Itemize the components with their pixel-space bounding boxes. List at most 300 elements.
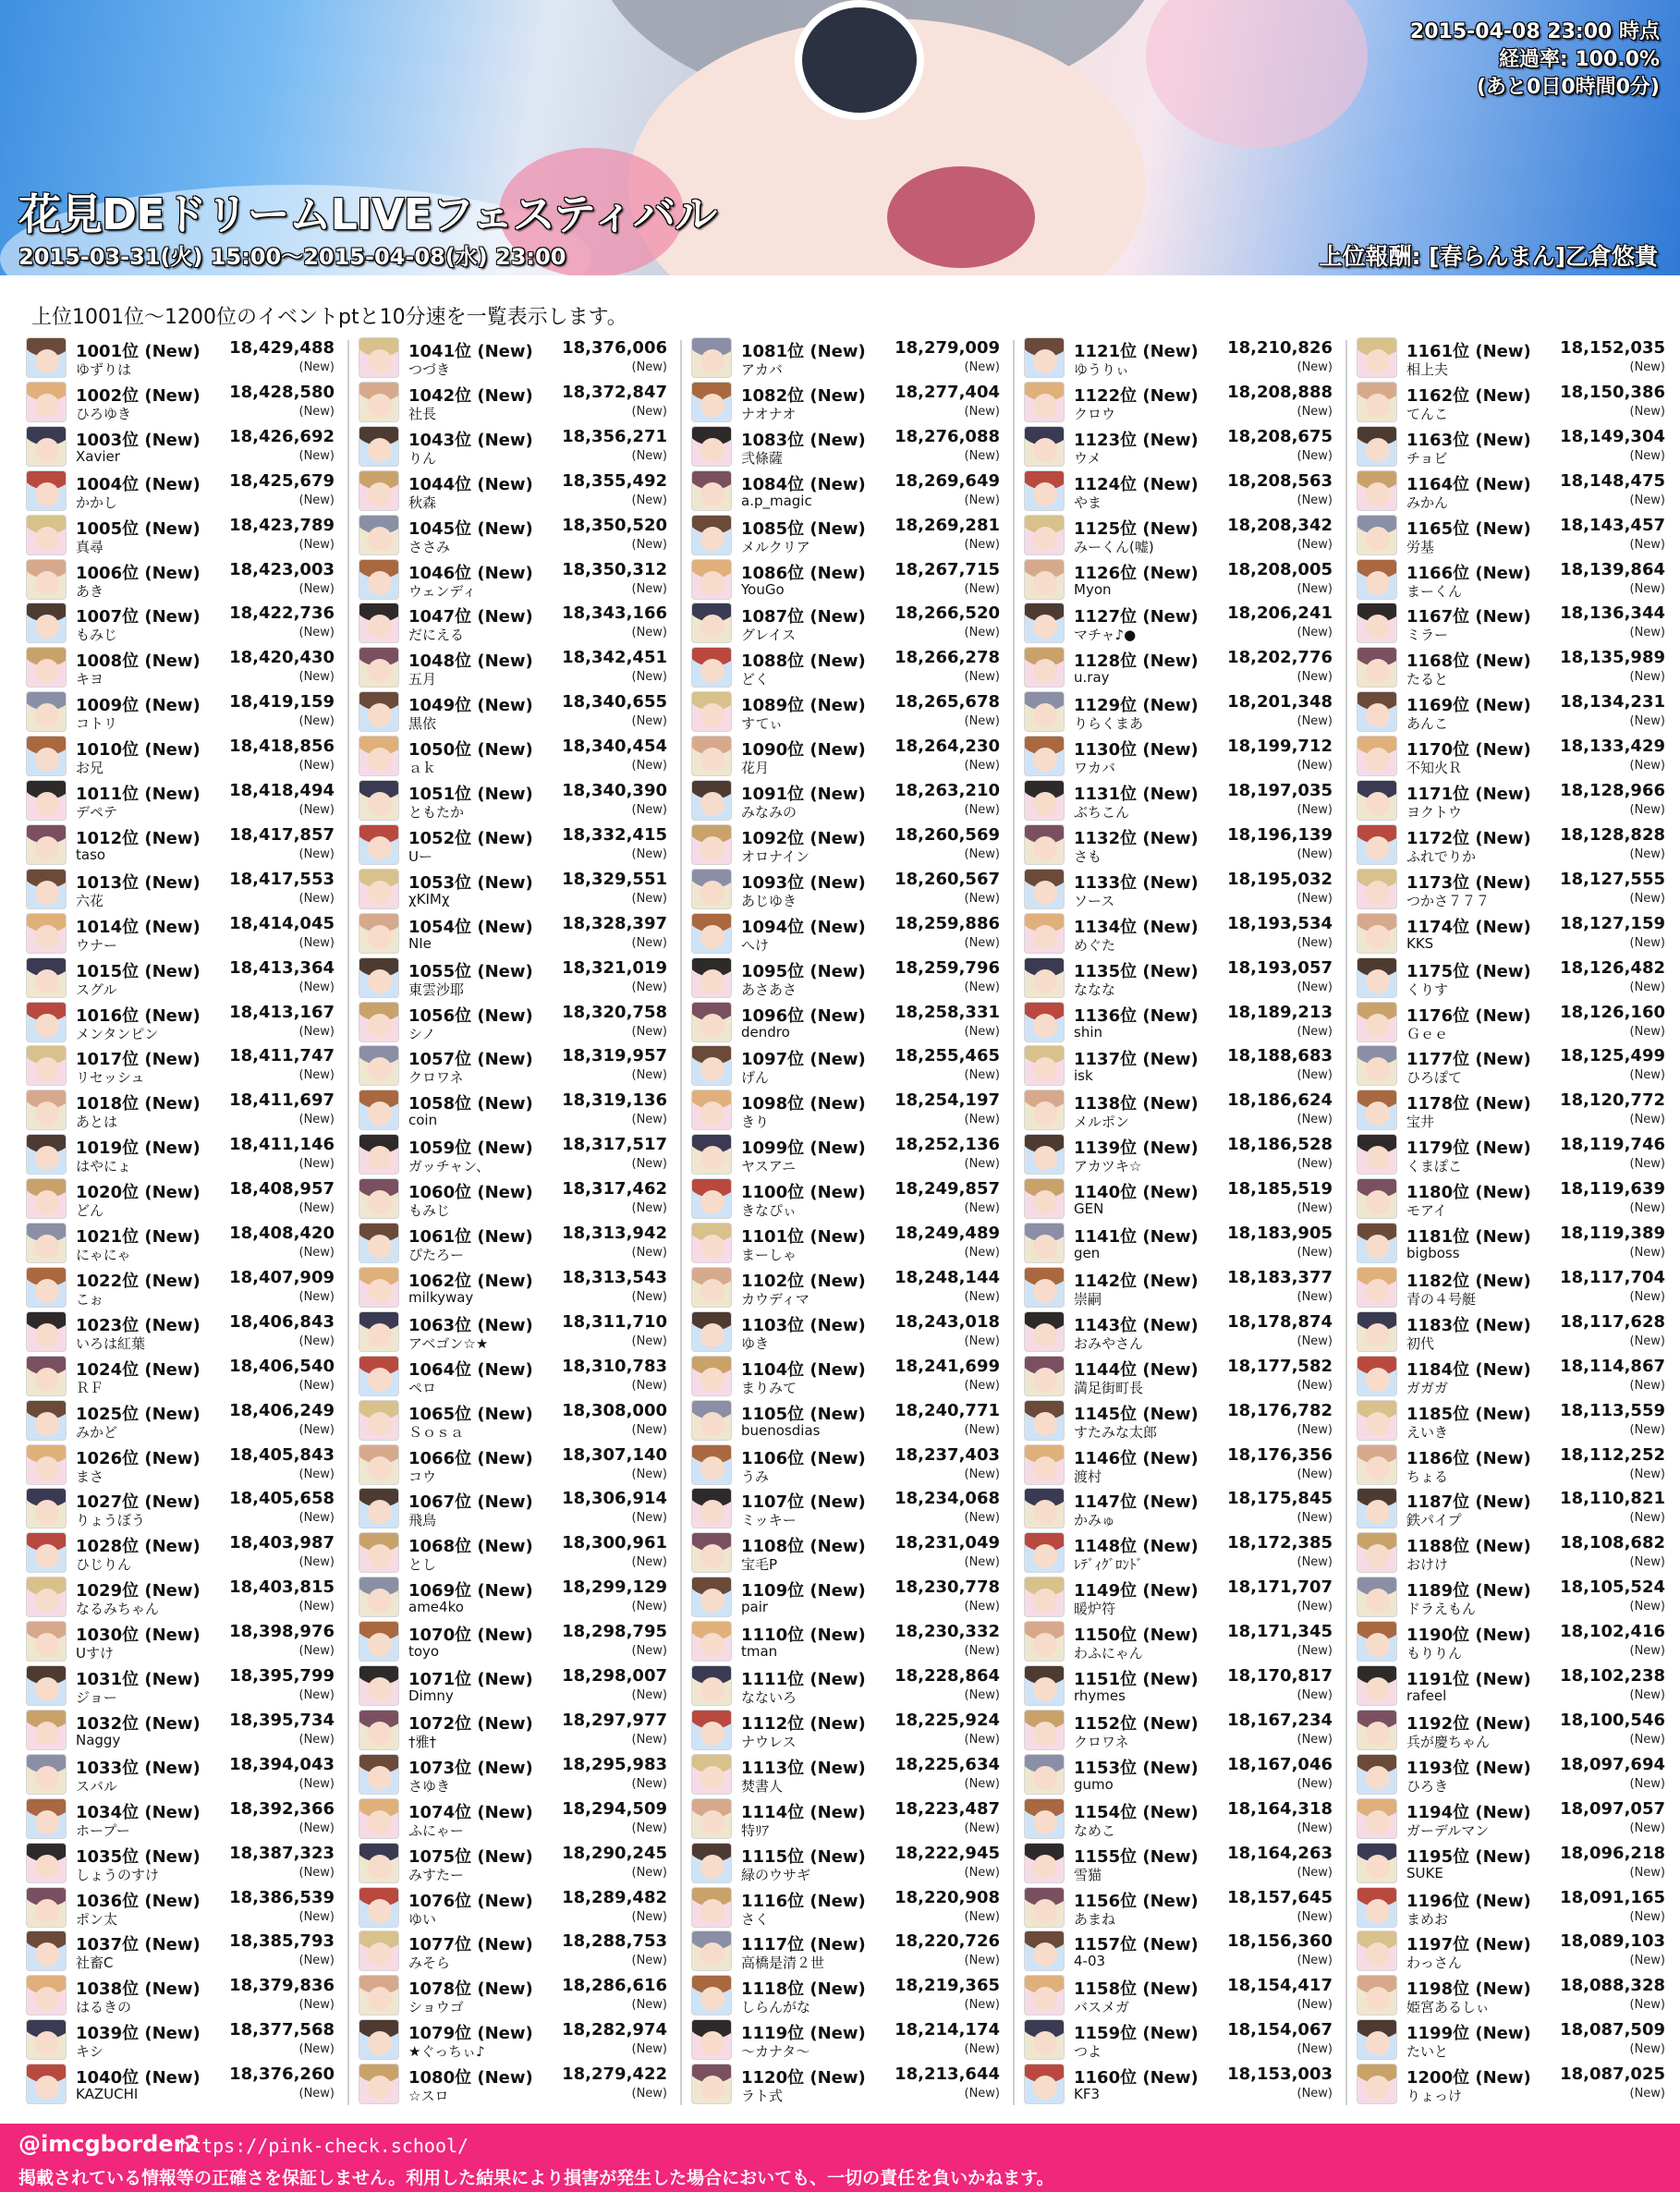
ranking-row[interactable] [26, 1707, 336, 1751]
rank-label: 1048位 (New) [408, 652, 533, 672]
event-points: 18,414,045 [229, 913, 335, 933]
ranking-row[interactable] [1357, 1397, 1667, 1442]
event-points: 18,087,025 [1560, 2064, 1665, 2085]
ranking-row[interactable] [1357, 1042, 1667, 1087]
idol-avatar-icon [359, 1488, 399, 1528]
rank-label: 1047位 (New) [408, 607, 533, 627]
ranking-row[interactable] [26, 1264, 336, 1309]
ranking-row[interactable] [1357, 1796, 1667, 1840]
idol-avatar-icon [26, 1311, 67, 1352]
ten-minute-speed: (New) [631, 1644, 667, 1659]
ranking-row[interactable] [359, 1751, 669, 1796]
rank-label: 1186位 (New) [1406, 1448, 1531, 1468]
ranking-row[interactable] [26, 1397, 336, 1442]
ranking-row[interactable] [359, 1042, 669, 1087]
ranking-row[interactable] [691, 999, 1002, 1043]
ranking-row[interactable] [1357, 1264, 1667, 1309]
idol-avatar-icon [691, 1400, 732, 1441]
ranking-row[interactable] [691, 1042, 1002, 1087]
ranking-row[interactable] [1024, 822, 1334, 866]
ranking-row[interactable] [1357, 1131, 1667, 1175]
ranking-row[interactable] [1357, 1087, 1667, 1131]
ranking-row[interactable] [691, 379, 1002, 423]
ranking-row[interactable] [1024, 1131, 1334, 1175]
ranking-row[interactable] [26, 1972, 336, 2016]
ranking-row[interactable] [359, 1485, 669, 1529]
ranking-row[interactable] [359, 1707, 669, 1751]
ranking-row[interactable] [1357, 1529, 1667, 1574]
ranking-row[interactable] [1357, 910, 1667, 955]
player-name: なるみちゃん [76, 1601, 160, 1618]
ranking-row[interactable] [26, 379, 336, 423]
event-points: 18,377,568 [229, 2020, 335, 2040]
idol-avatar-icon [1024, 957, 1065, 998]
ranking-row[interactable] [26, 644, 336, 688]
ranking-row[interactable] [359, 688, 669, 733]
ranking-row[interactable] [1357, 556, 1667, 601]
ranking-row[interactable] [1024, 1840, 1334, 1884]
player-name: 五月 [408, 671, 437, 688]
ranking-row[interactable] [359, 2061, 669, 2105]
site-url-link[interactable]: https://pink-check.school/ [179, 2135, 469, 2157]
player-name: 不知火Ｒ [1406, 760, 1463, 777]
ten-minute-speed: (New) [298, 980, 335, 994]
ranking-row[interactable] [1357, 1928, 1667, 1972]
player-name: ナウレス [741, 1733, 797, 1750]
rank-label: 1140位 (New) [1074, 1183, 1199, 1203]
player-name: ふれでりか [1406, 847, 1477, 865]
ranking-row[interactable] [1024, 1042, 1334, 1087]
ranking-row[interactable] [1357, 688, 1667, 733]
ranking-row[interactable] [1024, 600, 1334, 644]
ranking-row[interactable] [1024, 1309, 1334, 1353]
ranking-row[interactable] [1024, 1353, 1334, 1397]
ranking-row[interactable] [1357, 2016, 1667, 2061]
ranking-row[interactable] [359, 866, 669, 910]
event-points: 18,170,817 [1227, 1666, 1333, 1686]
ranking-row[interactable] [1024, 1485, 1334, 1529]
ranking-row[interactable] [1024, 1529, 1334, 1574]
player-name: 兵が慶ちゃん [1406, 1733, 1491, 1750]
ranking-row[interactable] [26, 423, 336, 468]
idol-avatar-icon [1024, 1045, 1065, 1086]
ranking-row[interactable] [1357, 1442, 1667, 1486]
event-points: 18,214,174 [895, 2020, 1000, 2040]
ten-minute-speed: (New) [1629, 935, 1665, 950]
ranking-row[interactable] [26, 1353, 336, 1397]
ranking-row[interactable] [691, 1884, 1002, 1929]
ranking-row[interactable] [691, 1972, 1002, 2016]
ranking-row[interactable] [26, 1796, 336, 1840]
idol-avatar-icon [1024, 382, 1065, 422]
rank-label: 1020位 (New) [76, 1183, 201, 1203]
ranking-row[interactable] [1357, 468, 1667, 512]
player-name: ソース [1074, 892, 1115, 909]
ranking-row[interactable] [691, 1529, 1002, 1574]
ten-minute-speed: (New) [1629, 1732, 1665, 1747]
ranking-row[interactable] [691, 512, 1002, 556]
ranking-row[interactable] [26, 1751, 336, 1796]
ten-minute-speed: (New) [1297, 1555, 1333, 1570]
ten-minute-speed: (New) [1629, 1776, 1665, 1791]
ranking-row[interactable] [1357, 866, 1667, 910]
ten-minute-speed: (New) [631, 1024, 667, 1039]
ranking-row[interactable] [26, 1840, 336, 1884]
ranking-row[interactable] [26, 1442, 336, 1486]
rank-label: 1156位 (New) [1074, 1891, 1199, 1911]
ranking-row[interactable] [691, 822, 1002, 866]
ranking-row[interactable] [359, 1574, 669, 1618]
player-name: ガッチャン、 [408, 1158, 491, 1175]
ranking-row[interactable] [1024, 910, 1334, 955]
ranking-row[interactable] [359, 1928, 669, 1972]
ranking-row[interactable] [26, 1309, 336, 1353]
player-name: あんこ [1406, 715, 1449, 733]
ranking-row[interactable] [1024, 1087, 1334, 1131]
ranking-row[interactable] [691, 777, 1002, 822]
event-points: 18,307,140 [562, 1444, 667, 1465]
ten-minute-speed: (New) [1629, 404, 1665, 419]
idol-avatar-icon [1357, 1930, 1397, 1971]
ranking-row[interactable] [1024, 423, 1334, 468]
event-points: 18,136,344 [1560, 603, 1665, 624]
ten-minute-speed: (New) [298, 1600, 335, 1614]
ranking-row[interactable] [26, 822, 336, 866]
rank-label: 1161位 (New) [1406, 342, 1531, 361]
ranking-row[interactable] [1024, 1574, 1334, 1618]
ranking-row[interactable] [691, 1796, 1002, 1840]
player-name: すてぃ [741, 715, 784, 733]
ranking-row[interactable] [691, 423, 1002, 468]
ranking-row[interactable] [359, 1972, 669, 2016]
ranking-row[interactable] [691, 468, 1002, 512]
event-points: 18,263,210 [895, 781, 1000, 800]
ranking-row[interactable] [1024, 1175, 1334, 1220]
ranking-row[interactable] [1357, 1884, 1667, 1929]
ranking-row[interactable] [359, 1529, 669, 1574]
ranking-row[interactable] [1024, 1884, 1334, 1929]
twitter-handle-link[interactable]: @imcgborder2 [18, 2131, 201, 2157]
ranking-row[interactable] [1357, 1485, 1667, 1529]
idol-avatar-icon [26, 2064, 67, 2104]
ranking-row[interactable] [1024, 1618, 1334, 1662]
ranking-row[interactable] [26, 1662, 336, 1707]
idol-avatar-icon [26, 1930, 67, 1971]
rank-label: 1036位 (New) [76, 1891, 201, 1911]
ranking-row[interactable] [359, 1662, 669, 1707]
ranking-row[interactable] [691, 1220, 1002, 1264]
ranking-row[interactable] [359, 822, 669, 866]
ranking-row[interactable] [26, 1618, 336, 1662]
ranking-row[interactable] [359, 1220, 669, 1264]
ranking-row[interactable] [26, 1529, 336, 1574]
ranking-row[interactable] [691, 1485, 1002, 1529]
event-points: 18,299,129 [562, 1577, 667, 1598]
ranking-row[interactable] [359, 1397, 669, 1442]
rank-label: 1119位 (New) [741, 2024, 866, 2044]
event-points: 18,193,534 [1227, 913, 1333, 933]
ranking-row[interactable] [1357, 1840, 1667, 1884]
ranking-row[interactable] [359, 2016, 669, 2061]
ranking-row[interactable] [1024, 1662, 1334, 1707]
ranking-row[interactable] [691, 644, 1002, 688]
ten-minute-speed: (New) [631, 1467, 667, 1481]
ranking-row[interactable] [1024, 777, 1334, 822]
ranking-row[interactable] [691, 600, 1002, 644]
player-name: クロワネ [408, 1069, 464, 1087]
ranking-row[interactable] [26, 600, 336, 644]
ranking-row[interactable] [359, 512, 669, 556]
ranking-row[interactable] [691, 1751, 1002, 1796]
ranking-row[interactable] [26, 1087, 336, 1131]
ranking-row[interactable] [691, 1397, 1002, 1442]
ranking-row[interactable] [359, 1796, 669, 1840]
rank-label: 1025位 (New) [76, 1404, 201, 1424]
ranking-row[interactable] [1357, 1220, 1667, 1264]
ranking-row[interactable] [359, 955, 669, 999]
idol-avatar-icon [359, 2019, 399, 2060]
ranking-row[interactable] [1024, 1220, 1334, 1264]
ranking-row[interactable] [26, 1574, 336, 1618]
ranking-row[interactable] [359, 1087, 669, 1131]
ranking-row[interactable] [1357, 379, 1667, 423]
ranking-row[interactable] [359, 556, 669, 601]
ranking-row[interactable] [1024, 1972, 1334, 2016]
ten-minute-speed: (New) [631, 1909, 667, 1924]
ranking-row[interactable] [1357, 1618, 1667, 1662]
ranking-row[interactable] [359, 423, 669, 468]
rank-label: 1133位 (New) [1074, 872, 1199, 893]
player-name: げん [741, 1069, 770, 1087]
ranking-row[interactable] [359, 1884, 669, 1929]
ranking-row[interactable] [691, 2016, 1002, 2061]
timestamp: 2015-04-08 23:00 時点 [1409, 20, 1660, 43]
ranking-row[interactable] [691, 1175, 1002, 1220]
ranking-row[interactable] [1024, 733, 1334, 777]
ranking-row[interactable] [1024, 866, 1334, 910]
player-name: buenosdias [741, 1421, 821, 1439]
ranking-row[interactable] [1357, 1353, 1667, 1397]
ranking-row[interactable] [691, 1309, 1002, 1353]
ranking-row[interactable] [1357, 1175, 1667, 1220]
ranking-row[interactable] [1357, 733, 1667, 777]
ranking-row[interactable] [359, 1175, 669, 1220]
ten-minute-speed: (New) [1297, 1289, 1333, 1304]
ranking-row[interactable] [359, 910, 669, 955]
ranking-row[interactable] [359, 468, 669, 512]
ranking-row[interactable] [691, 556, 1002, 601]
ranking-row[interactable] [1357, 999, 1667, 1043]
ranking-row[interactable] [1357, 955, 1667, 999]
ranking-row[interactable] [26, 1220, 336, 1264]
event-points: 18,411,146 [229, 1135, 335, 1155]
ranking-row[interactable] [1024, 2061, 1334, 2105]
ranking-row[interactable] [1357, 1972, 1667, 2016]
rank-label: 1034位 (New) [76, 1802, 201, 1822]
event-points: 18,177,582 [1227, 1356, 1333, 1376]
ranking-row[interactable] [359, 335, 669, 379]
player-name: あじゆき [741, 892, 797, 909]
event-points: 18,186,624 [1227, 1090, 1333, 1111]
ranking-row[interactable] [691, 335, 1002, 379]
ranking-row[interactable] [691, 1574, 1002, 1618]
ranking-row[interactable] [26, 1884, 336, 1929]
idol-avatar-icon [691, 2064, 732, 2104]
ranking-row[interactable] [1024, 1397, 1334, 1442]
ranking-row[interactable] [359, 600, 669, 644]
ranking-row[interactable] [359, 1353, 669, 1397]
ranking-row[interactable] [1024, 1442, 1334, 1486]
ranking-row[interactable] [1024, 955, 1334, 999]
ranking-row[interactable] [359, 644, 669, 688]
event-points: 18,310,783 [562, 1356, 667, 1376]
ranking-row[interactable] [1024, 999, 1334, 1043]
ranking-row[interactable] [1357, 1574, 1667, 1618]
rank-label: 1065位 (New) [408, 1404, 533, 1424]
idol-avatar-icon [26, 1356, 67, 1396]
ranking-row[interactable] [1357, 600, 1667, 644]
ten-minute-speed: (New) [964, 1688, 1000, 1702]
event-points: 18,385,793 [229, 1931, 335, 1952]
ranking-row[interactable] [691, 1662, 1002, 1707]
ranking-row[interactable] [691, 1264, 1002, 1309]
ranking-row[interactable] [1357, 423, 1667, 468]
event-points: 18,308,000 [562, 1400, 667, 1420]
ranking-row[interactable] [26, 1042, 336, 1087]
player-name: りょっけ [1406, 2088, 1463, 2105]
event-points: 18,157,645 [1227, 1887, 1333, 1907]
ten-minute-speed: (New) [1629, 581, 1665, 596]
player-name: りょうぼう [76, 1512, 146, 1529]
ranking-row[interactable] [1357, 822, 1667, 866]
idol-avatar-icon [691, 1975, 732, 2015]
ranking-row[interactable] [1357, 777, 1667, 822]
player-name: シノ [408, 1025, 436, 1042]
event-points: 18,220,726 [895, 1931, 1000, 1952]
ranking-row[interactable] [691, 1131, 1002, 1175]
ten-minute-speed: (New) [1629, 2087, 1665, 2101]
ranking-row[interactable] [359, 1442, 669, 1486]
ranking-row[interactable] [26, 1928, 336, 1972]
ranking-row[interactable] [1357, 1751, 1667, 1796]
ranking-row[interactable] [26, 999, 336, 1043]
ranking-row[interactable] [1024, 688, 1334, 733]
ranking-row[interactable] [359, 379, 669, 423]
player-name: マチャ♪● [1074, 627, 1137, 644]
player-name: Naggy [76, 1731, 121, 1748]
ranking-row[interactable] [1357, 512, 1667, 556]
idol-avatar-icon [1357, 736, 1397, 776]
ranking-row[interactable] [1357, 1309, 1667, 1353]
ranking-row[interactable] [26, 910, 336, 955]
ranking-row[interactable] [1024, 644, 1334, 688]
ranking-row[interactable] [691, 910, 1002, 955]
ranking-row[interactable] [1024, 512, 1334, 556]
ranking-row[interactable] [1357, 2061, 1667, 2105]
event-points: 18,386,539 [229, 1887, 335, 1907]
ranking-row[interactable] [1357, 644, 1667, 688]
ranking-row[interactable] [1024, 556, 1334, 601]
ranking-row[interactable] [1357, 1707, 1667, 1751]
ranking-row[interactable] [26, 512, 336, 556]
ranking-row[interactable] [26, 2016, 336, 2061]
ranking-row[interactable] [691, 733, 1002, 777]
idol-avatar-icon [26, 1710, 67, 1750]
ranking-row[interactable] [26, 335, 336, 379]
ranking-row[interactable] [26, 777, 336, 822]
ranking-row[interactable] [1024, 468, 1334, 512]
ranking-row[interactable] [691, 1707, 1002, 1751]
player-name: どん [76, 1202, 104, 1220]
ranking-row[interactable] [26, 1175, 336, 1220]
ranking-row[interactable] [26, 955, 336, 999]
ten-minute-speed: (New) [1629, 803, 1665, 817]
ranking-row[interactable] [359, 1618, 669, 1662]
event-points: 18,350,520 [562, 515, 667, 535]
ranking-row[interactable] [691, 1618, 1002, 1662]
event-points: 18,208,342 [1227, 515, 1333, 535]
ranking-row[interactable] [691, 1928, 1002, 1972]
ranking-row[interactable] [1024, 1928, 1334, 1972]
ranking-row[interactable] [691, 955, 1002, 999]
idol-avatar-icon [26, 1754, 67, 1795]
ranking-row[interactable] [359, 1131, 669, 1175]
ranking-row[interactable] [359, 1264, 669, 1309]
ranking-row[interactable] [691, 1353, 1002, 1397]
ranking-row[interactable] [359, 733, 669, 777]
ranking-row[interactable] [1024, 379, 1334, 423]
ranking-row[interactable] [691, 1087, 1002, 1131]
ranking-row[interactable] [26, 1131, 336, 1175]
ranking-row[interactable] [1357, 1662, 1667, 1707]
ranking-row[interactable] [691, 1840, 1002, 1884]
idol-avatar-icon [359, 691, 399, 732]
idol-avatar-icon [691, 559, 732, 600]
ranking-row[interactable] [1357, 335, 1667, 379]
ranking-row[interactable] [691, 688, 1002, 733]
ranking-row[interactable] [26, 688, 336, 733]
ten-minute-speed: (New) [964, 581, 1000, 596]
event-points: 18,120,772 [1560, 1090, 1665, 1111]
ranking-row[interactable] [1024, 335, 1334, 379]
ranking-row[interactable] [26, 468, 336, 512]
player-name: みーくん(嘘) [1074, 538, 1154, 555]
ranking-row[interactable] [26, 2061, 336, 2105]
ranking-row[interactable] [691, 1442, 1002, 1486]
idol-avatar-icon [1024, 1930, 1065, 1971]
ranking-row[interactable] [26, 1485, 336, 1529]
ranking-row[interactable] [359, 1840, 669, 1884]
ranking-row[interactable] [359, 1309, 669, 1353]
rank-label: 1127位 (New) [1074, 607, 1199, 627]
banner-art-mouth [887, 166, 1035, 268]
ranking-row[interactable] [359, 999, 669, 1043]
ranking-row[interactable] [691, 2061, 1002, 2105]
ranking-row[interactable] [1024, 1796, 1334, 1840]
event-points: 18,406,540 [229, 1356, 335, 1376]
ranking-row[interactable] [1024, 1751, 1334, 1796]
ranking-row[interactable] [26, 556, 336, 601]
ranking-row[interactable] [1024, 1264, 1334, 1309]
ranking-row[interactable] [1024, 1707, 1334, 1751]
ranking-row[interactable] [359, 777, 669, 822]
idol-avatar-icon [1024, 470, 1065, 511]
ranking-row[interactable] [1024, 2016, 1334, 2061]
idol-avatar-icon [26, 1798, 67, 1839]
ranking-row[interactable] [26, 733, 336, 777]
ranking-row[interactable] [26, 866, 336, 910]
ranking-row[interactable] [691, 866, 1002, 910]
